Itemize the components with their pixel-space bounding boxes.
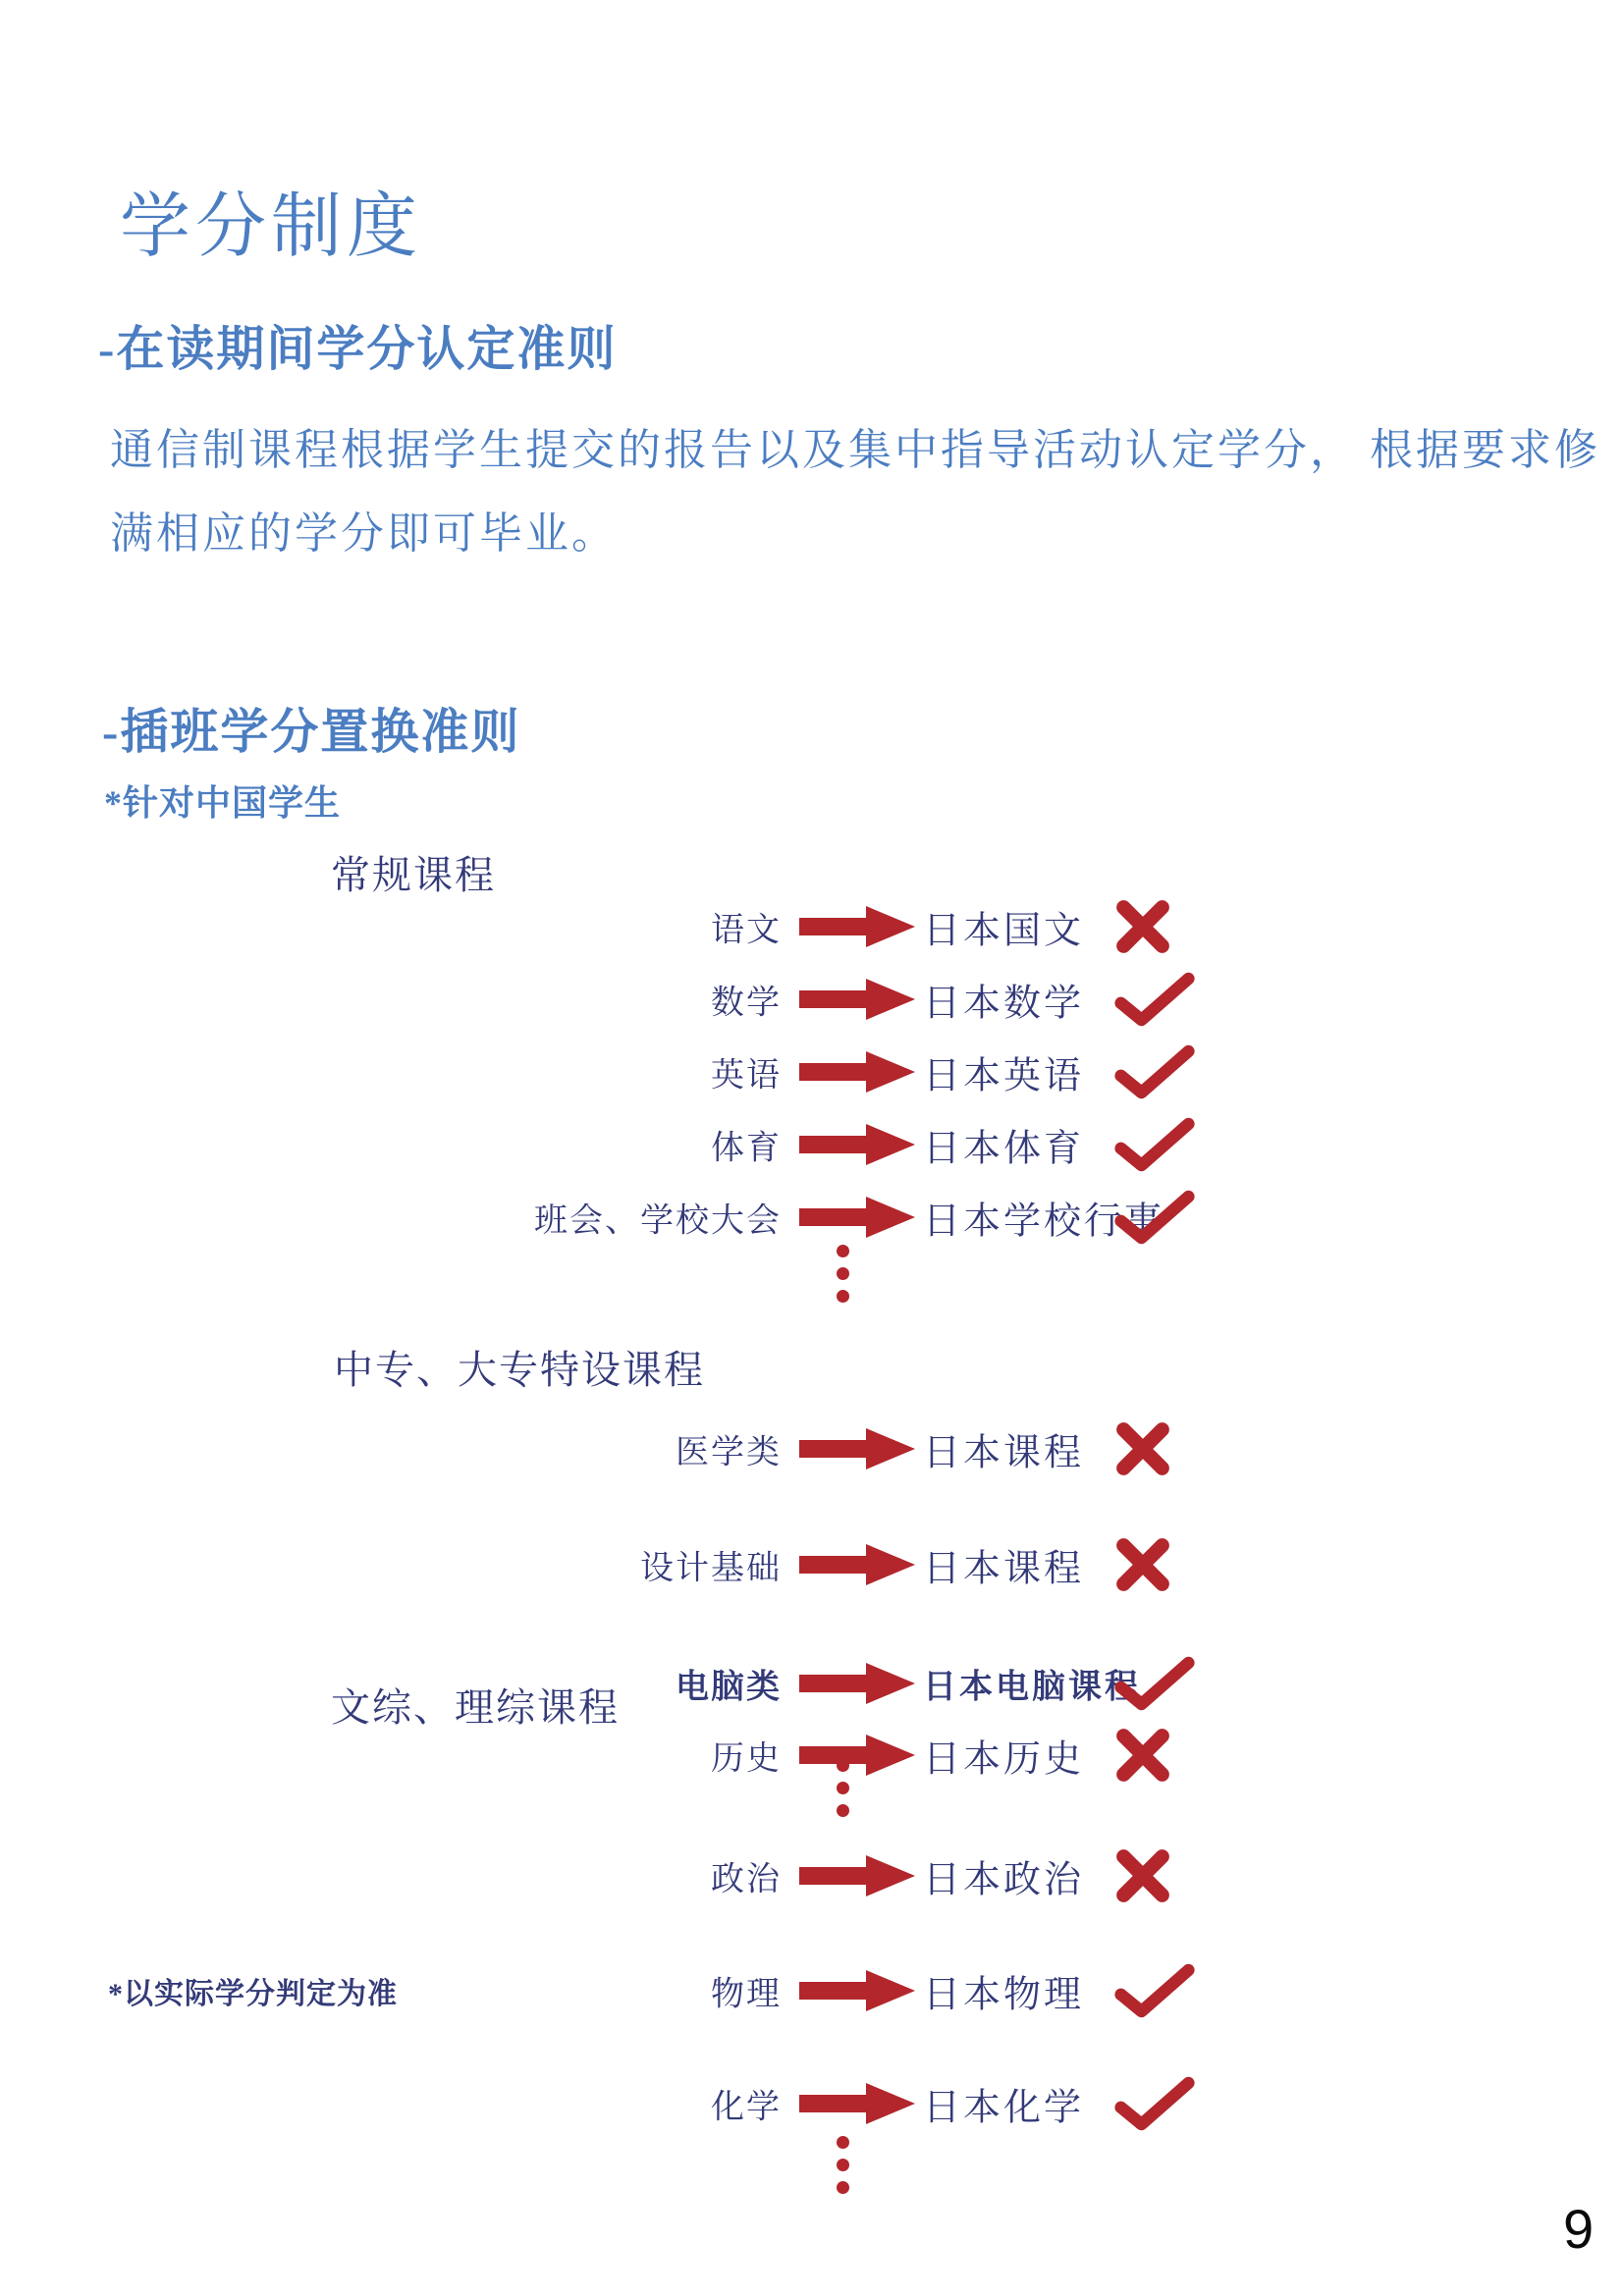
section2-heading: -插班学分置换准则 [102,705,521,759]
target-course-label: 日本物理 [923,1974,1085,2016]
cross-icon [1112,1723,1201,1788]
source-course-label: 英语 [711,1057,782,1095]
course-mapping-row [0,900,1624,953]
group1-title: 常规课程 [331,853,496,897]
check-icon [1112,1040,1201,1104]
vertical-ellipsis-icon [837,2136,850,2204]
check-icon [1112,1651,1201,1716]
source-course-label: 历史 [711,1740,782,1778]
section2-subnote: *针对中国学生 [104,783,342,823]
target-course-label: 日本课程 [923,1432,1085,1474]
course-mapping-row [0,1849,1624,1902]
cross-icon [1112,1532,1201,1597]
source-course-label: 数学 [711,985,782,1022]
course-mapping-row [0,1657,1624,1710]
section1-body-line1: 通信制课程根据学生提交的报告以及集中指导活动认定学分， 根据要求修 [110,426,1600,474]
arrow-right-icon [799,1854,917,1897]
source-course-label: 化学 [711,2089,782,2126]
course-mapping-row [0,1045,1624,1098]
check-icon [1112,1112,1201,1177]
target-course-label: 日本课程 [923,1548,1085,1590]
source-course-label: 设计基础 [640,1550,782,1587]
page-number: 9 [1563,2198,1595,2260]
course-mapping-row [0,1422,1624,1475]
course-mapping-row [0,2077,1624,2130]
section1-body-line2: 满相应的学分即可毕业。 [110,509,618,558]
cross-icon [1112,1843,1201,1908]
cross-icon [1112,894,1201,959]
check-icon [1112,2071,1201,2136]
arrow-right-icon [799,978,917,1021]
target-course-label: 日本学校行事 [923,1201,1165,1243]
check-icon [1112,967,1201,1032]
source-course-label: 电脑类 [676,1669,782,1706]
course-mapping-row [0,1729,1624,1782]
page-title: 学分制度 [120,187,423,266]
course-mapping-row [0,1118,1624,1171]
footnote: *以实际学分判定为准 [108,1978,398,2010]
arrow-right-icon [799,1662,917,1705]
arrow-right-icon [799,1050,917,1094]
source-course-label: 语文 [711,912,782,949]
arrow-right-icon [799,1969,917,2012]
target-course-label: 日本体育 [923,1128,1085,1170]
source-course-label: 班会、学校大会 [534,1202,782,1240]
arrow-right-icon [799,905,917,948]
source-course-label: 政治 [711,1861,782,1898]
arrow-right-icon [799,1196,917,1239]
arrow-right-icon [799,2082,917,2125]
source-course-label: 医学类 [676,1434,782,1471]
source-course-label: 体育 [711,1130,782,1167]
target-course-label: 日本政治 [923,1859,1085,1901]
vertical-ellipsis-icon [837,1245,850,1312]
target-course-label: 日本电脑课程 [923,1669,1141,1706]
target-course-label: 日本化学 [923,2087,1085,2129]
cross-icon [1112,1416,1201,1481]
target-course-label: 日本英语 [923,1055,1085,1097]
target-course-label: 日本数学 [923,983,1085,1025]
group3-title: 文综、理综课程 [331,1685,620,1730]
target-course-label: 日本国文 [923,910,1085,952]
section1-heading: -在读期间学分认定准则 [98,322,618,376]
course-mapping-row [0,1538,1624,1591]
arrow-right-icon [799,1734,917,1777]
group2-title: 中专、大专特设课程 [334,1348,705,1392]
arrow-right-icon [799,1427,917,1470]
course-mapping-row [0,973,1624,1026]
target-course-label: 日本历史 [923,1738,1085,1781]
arrow-right-icon [799,1543,917,1586]
source-course-label: 物理 [711,1976,782,2013]
arrow-right-icon [799,1123,917,1166]
course-mapping-row [0,1191,1624,1244]
check-icon [1112,1958,1201,2023]
check-icon [1112,1185,1201,1250]
